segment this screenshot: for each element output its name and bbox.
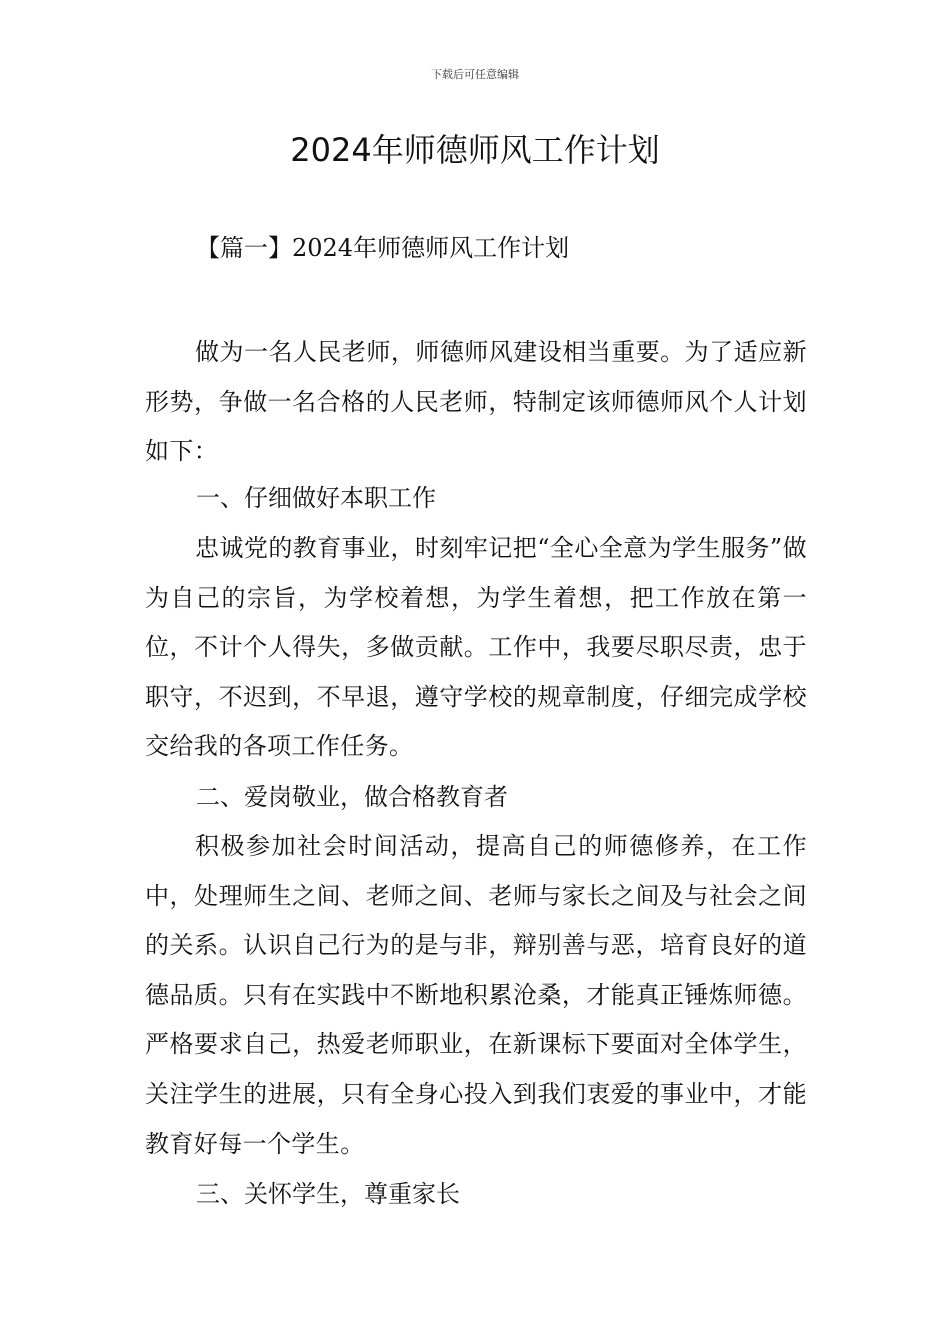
header-note: 下载后可任意编辑 (431, 68, 519, 81)
section-heading: 【篇一】2024年师德师风工作计划 (196, 234, 570, 262)
intro-paragraph: 做为一名人民老师，师德师风建设相当重要。为了适应新形势，争做一名合格的人民老师，特制定该师德师风个人计划如下： (145, 338, 807, 466)
document-title: 2024年师德师风工作计划 (290, 131, 660, 169)
item-heading-2: 二、爱岗敬业，做合格教育者 (196, 783, 508, 811)
item-body-1: 忠诚党的教育事业，时刻牢记把“全心全意为学生服务”做为自己的宗旨，为学校着想，为学生着想，把工作放在第一位，不计个人得失，多做贡献。工作中，我要尽职尽责，忠于职守，不迟到，不早退，遵守学校的规章制度，仔细完成学校交给我的各项工作任务。 (145, 534, 807, 761)
item-heading-1: 一、仔细做好本职工作 (196, 484, 436, 512)
item-body-2: 积极参加社会时间活动，提高自己的师德修养，在工作中，处理师生之间、老师之间、老师与家长之间及与社会之间的关系。认识自己行为的是与非，辩别善与恶，培育良好的道德品质。只有在实践中不断地积累沧桑，才能真正锤炼师德。严格要求自己，热爱老师职业，在新课标下要面对全体学生，关注学生的进展，只有全身心投入到我们衷爱的事业中，才能教育好每一个学生。 (145, 832, 807, 1158)
item-heading-3: 三、关怀学生，尊重家长 (196, 1180, 460, 1208)
